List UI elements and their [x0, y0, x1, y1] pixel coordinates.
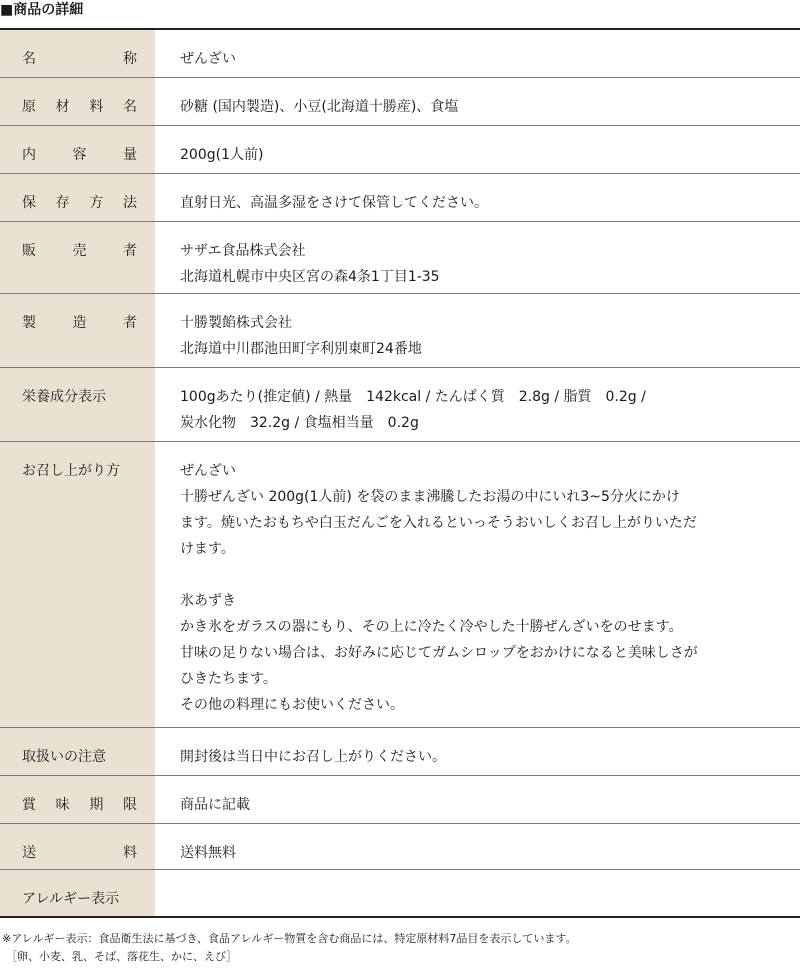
- spec-value: [155, 727, 800, 775]
- spec-label: [0, 29, 155, 77]
- spec-value-line: ぜんざい: [180, 51, 236, 67]
- spec-label: [0, 727, 155, 775]
- spec-value-line: サザエ食品株式会社: [180, 242, 306, 259]
- spec-row: [0, 77, 800, 125]
- spec-value: [155, 221, 800, 293]
- spec-label-text: 販 売 者: [22, 242, 137, 259]
- spec-label: [0, 125, 155, 173]
- spec-row: [0, 727, 800, 775]
- spec-row: [0, 293, 800, 367]
- spec-row: [0, 367, 800, 441]
- spec-label: [0, 221, 155, 293]
- spec-value-line: 開封後は当日中にお召し上がりください。: [180, 748, 446, 765]
- spec-value: [155, 29, 800, 77]
- spec-label-text: 取扱いの注意: [22, 748, 106, 765]
- spec-row: [0, 823, 800, 869]
- spec-value: [155, 125, 800, 173]
- spec-row: [0, 221, 800, 293]
- spec-row: [0, 775, 800, 823]
- spec-value: [155, 77, 800, 125]
- spec-label-text: 内 容 量: [22, 146, 137, 163]
- spec-label-text: 名 称: [22, 51, 137, 67]
- spec-label: [0, 293, 155, 367]
- spec-label-text: 保 存 方 法: [22, 194, 137, 211]
- spec-value-line: その他の料理にもお使いください。: [180, 696, 404, 713]
- spec-label: [0, 823, 155, 869]
- spec-row: [0, 441, 800, 727]
- spec-value: [155, 293, 800, 367]
- spec-label-text: 送 料: [22, 844, 137, 861]
- spec-value-line: 十勝製餡株式会社: [180, 314, 292, 331]
- spec-value-line: 北海道札幌市中央区宮の森4条1丁目1-35: [180, 268, 440, 285]
- spec-label-text: お召し上がり方: [22, 462, 120, 479]
- spec-value: [155, 775, 800, 823]
- product-details-table: [0, 28, 800, 918]
- spec-value-line: 十勝ぜんざい 200g(1人前) を袋のまま沸騰したお湯の中にいれ3~5分火にかけ: [180, 488, 680, 505]
- spec-value-line: 甘味の足りない場合は、お好みに応じてガムシロップをおかけになると美味しさが: [180, 644, 698, 661]
- spec-value-line: ます。焼いたおもちや白玉だんごを入れるといっそうおいしくお召し上がりいただ: [180, 514, 697, 531]
- spec-value-line: 砂糖 (国内製造)、小豆(北海道十勝産)、食塩: [180, 98, 459, 115]
- spec-row: [0, 125, 800, 173]
- spec-value-line: 氷あずき: [180, 592, 236, 609]
- spec-label: [0, 173, 155, 221]
- spec-label: [0, 775, 155, 823]
- allergy-note-line-1: ※アレルギー表示：食品衛生法に基づき、食品アレルギー物質を含む商品には、特定原材料7品目を表示しています。: [2, 932, 577, 945]
- spec-value-line: [180, 562, 790, 588]
- spec-value-line: けます。: [180, 540, 235, 557]
- allergy-notes: [0, 918, 800, 966]
- spec-label-text: アレルギー表示: [22, 890, 120, 907]
- spec-value: [155, 869, 800, 917]
- spec-value: [155, 823, 800, 869]
- spec-label: [0, 367, 155, 441]
- spec-value-line: ひきたちます。: [180, 670, 277, 687]
- spec-value-line: 送料無料: [180, 844, 236, 861]
- spec-row: [0, 173, 800, 221]
- spec-value: [155, 441, 800, 727]
- spec-value-line: 直射日光、高温多湿をさけて保管してください。: [180, 194, 488, 211]
- spec-value: [155, 367, 800, 441]
- spec-value: [155, 173, 800, 221]
- spec-row: [0, 29, 800, 77]
- spec-label-text: 賞 味 期 限: [22, 796, 137, 813]
- spec-value-line: かき氷をガラスの器にもり、その上に冷たく冷やした十勝ぜんざいをのせます。: [180, 618, 683, 635]
- section-title: ■商品の詳細: [0, 2, 84, 18]
- spec-label: [0, 441, 155, 727]
- spec-label-text: 栄養成分表示: [22, 388, 106, 405]
- spec-label-text: 原 材 料 名: [22, 98, 137, 115]
- allergy-note-line-2: ［卵、小麦、乳、そば、落花生、かに、えび］: [6, 950, 238, 963]
- spec-value-line: 炭水化物 32.2g / 食塩相当量 0.2g: [180, 414, 419, 431]
- spec-value-line: 北海道中川郡池田町字利別東町24番地: [180, 340, 422, 357]
- spec-value-line: ぜんざい: [180, 462, 236, 479]
- spec-label: [0, 869, 155, 917]
- spec-row: [0, 869, 800, 917]
- spec-label-text: 製 造 者: [22, 314, 137, 331]
- spec-label: [0, 77, 155, 125]
- spec-value-line: 商品に記載: [180, 796, 250, 813]
- spec-value-line: 200g(1人前): [180, 146, 264, 163]
- spec-value-line: 100gあたり(推定値) / 熱量 142kcal / たんぱく質 2.8g / 脂質 0.2g /: [180, 388, 646, 405]
